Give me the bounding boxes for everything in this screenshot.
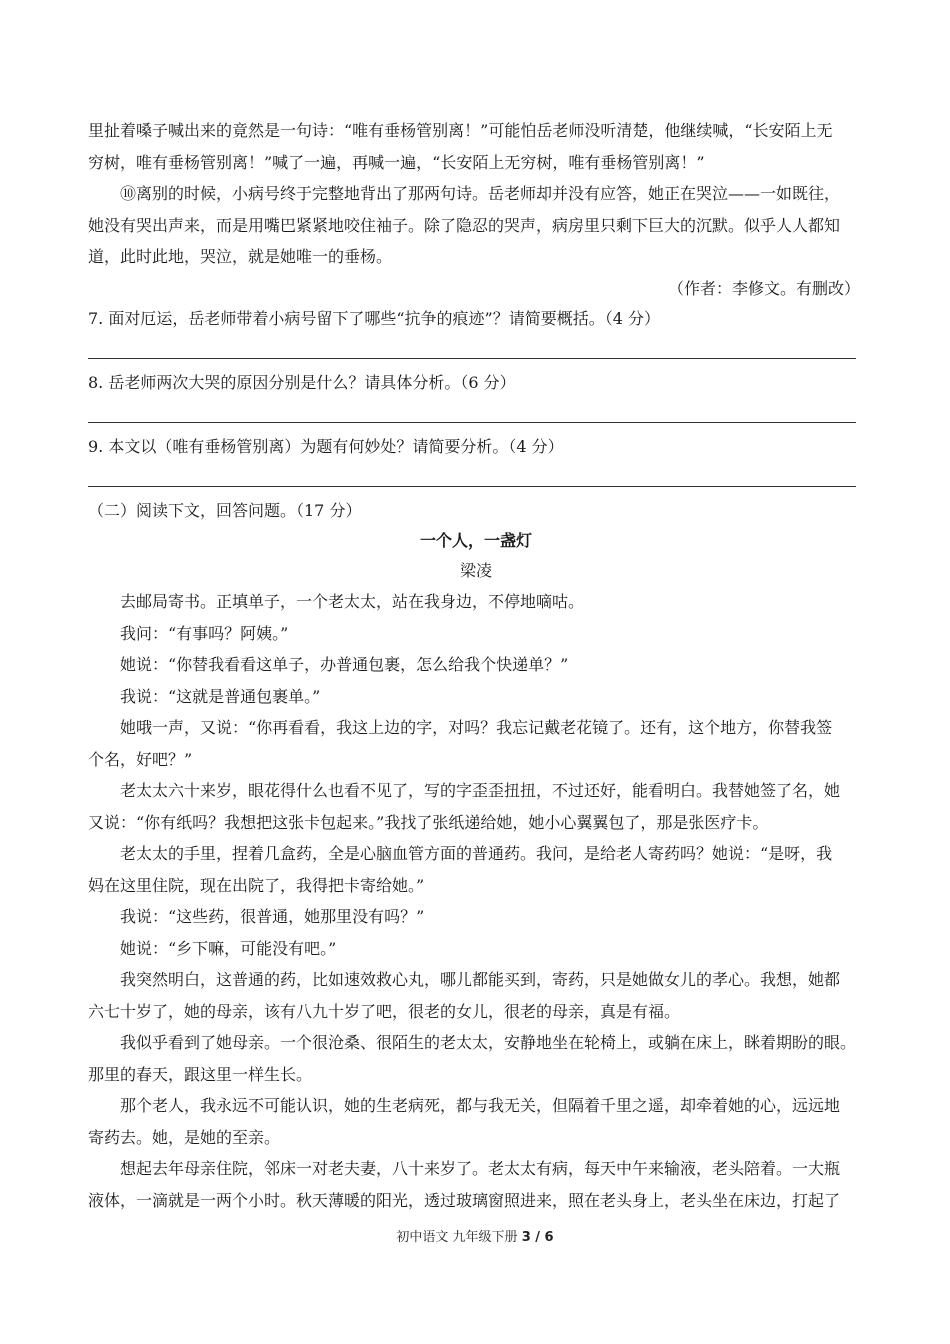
- paragraph-line: 道，此时此地，哭泣，就是她唯一的垂杨。: [88, 247, 393, 266]
- paragraph-line: 六七十岁了，她的母亲，该有八九十岁了吧，很老的女儿，很老的母亲，真是有福。: [88, 1001, 681, 1021]
- answer-line[interactable]: [88, 334, 856, 359]
- paragraph-line: 她哦一声，又说：“你再看看，我这上边的字，对吗？我忘记戴老花镜了。还有，这个地方，你替我签: [120, 718, 833, 737]
- paragraph-line: 去邮局寄书。正填单子，一个老太太，站在我身边，不停地嘀咕。: [120, 592, 585, 611]
- page-footer: [0, 1226, 950, 1245]
- question-text: 8. 岳老师两次大哭的原因分别是什么？请具体分析。（6 分）: [88, 373, 516, 392]
- question-7: [88, 304, 864, 359]
- paragraph-line: 液体，一滴就是一两个小时。秋天薄暖的阳光，透过玻璃窗照进来，照在老头身上，老头坐在床边，打起了: [88, 1190, 841, 1210]
- paragraph-line: 那个老人，我永远不可能认识，她的生老病死，都与我无关，但隔着千里之遥，却牵着她的心，远远地: [120, 1096, 841, 1115]
- paragraph-line: 里扯着嗓子喊出来的竟然是一句诗：“唯有垂杨管别离！”可能怕岳老师没听清楚，他继续喊，“长安陌上无: [88, 121, 833, 140]
- paragraph-line: 我说：“这就是普通包裹单。”: [120, 686, 321, 706]
- section-two-heading: （二）阅读下文，回答问题。（17 分）: [88, 501, 362, 520]
- article-body: [88, 586, 864, 1216]
- article-title: 一个人，一盏灯: [419, 531, 532, 550]
- paragraph-line: 我似乎看到了她母亲。一个很沧桑、很陌生的老太太，安静地坐在轮椅上，或躺在床上，眯着期盼的眼。: [120, 1033, 857, 1052]
- paragraph-line: 我说：“这些药，很普通，她那里没有吗？”: [120, 907, 425, 926]
- article-author: 梁凌: [459, 561, 492, 580]
- passage-one-tail: [88, 115, 864, 273]
- paragraph-line: 她说：“乡下嘛，可能没有吧。”: [120, 938, 337, 958]
- document-page: [88, 115, 864, 1216]
- attribution: （作者：李修文。有删改）: [667, 278, 860, 298]
- footer-label: 初中语文 九年级下册: [396, 1230, 518, 1245]
- answer-line[interactable]: [88, 462, 856, 487]
- paragraph-line: 我突然明白，这普通的药，比如速效救心丸，哪儿都能买到，寄药，只是她做女儿的孝心。我想，她都: [120, 970, 841, 989]
- paragraph-line: 个名，好吧？”: [88, 749, 193, 769]
- paragraph-line: ⑩离别的时候，小病号终于完整地背出了那两句诗。岳老师却并没有应答，她正在哭泣——一如既往，: [120, 184, 841, 203]
- paragraph-line: 又说：“你有纸吗？我想把这张卡包起来。”我找了张纸递给她，她小心翼翼包了，那是张医疗卡。: [88, 812, 769, 832]
- page-number: 3 / 6: [521, 1230, 554, 1245]
- paragraph-line: 我问：“有事吗？阿姨。”: [120, 623, 289, 643]
- paragraph-line: 那里的春天，跟这里一样生长。: [88, 1064, 313, 1084]
- paragraph-line: 妈在这里住院，现在出院了，我得把卡寄给她。”: [88, 875, 425, 895]
- question-text: 9. 本文以（唯有垂杨管别离）为题有何妙处？请简要分析。（4 分）: [88, 437, 564, 456]
- paragraph-line: 穷树，唯有垂杨管别离！”喊了一遍，再喊一遍，“长安陌上无穷树，唯有垂杨管别离！”: [88, 152, 705, 172]
- paragraph-line: 老太太六十来岁，眼花得什么也看不见了，写的字歪歪扭扭，不过还好，能看明白。我替她签了名，她: [120, 781, 841, 800]
- paragraph-line: 寄药去。她，是她的至亲。: [88, 1127, 281, 1147]
- answer-line[interactable]: [88, 398, 856, 423]
- paragraph-line: 她没有哭出声来，而是用嘴巴紧紧地咬住袖子。除了隐忍的哭声，病房里只剩下巨大的沉默。似乎人人都知: [88, 215, 841, 235]
- paragraph-line: 老太太的手里，捏着几盒药，全是心脑血管方面的普通药。我问，是给老人寄药吗？她说：“是呀，我: [120, 844, 833, 863]
- paragraph-line: 她说：“你替我看看这单子，办普通包裹，怎么给我个快递单？”: [120, 655, 569, 674]
- question-text: 7. 面对厄运，岳老师带着小病号留下了哪些“抗争的痕迹”？请简要概括。（4 分）: [88, 309, 660, 328]
- paragraph-line: 想起去年母亲住院，邻床一对老夫妻，八十来岁了。老太太有病，每天中午来输液，老头陪着。一大瓶: [120, 1159, 841, 1178]
- question-8: [88, 368, 864, 423]
- question-9: [88, 432, 864, 487]
